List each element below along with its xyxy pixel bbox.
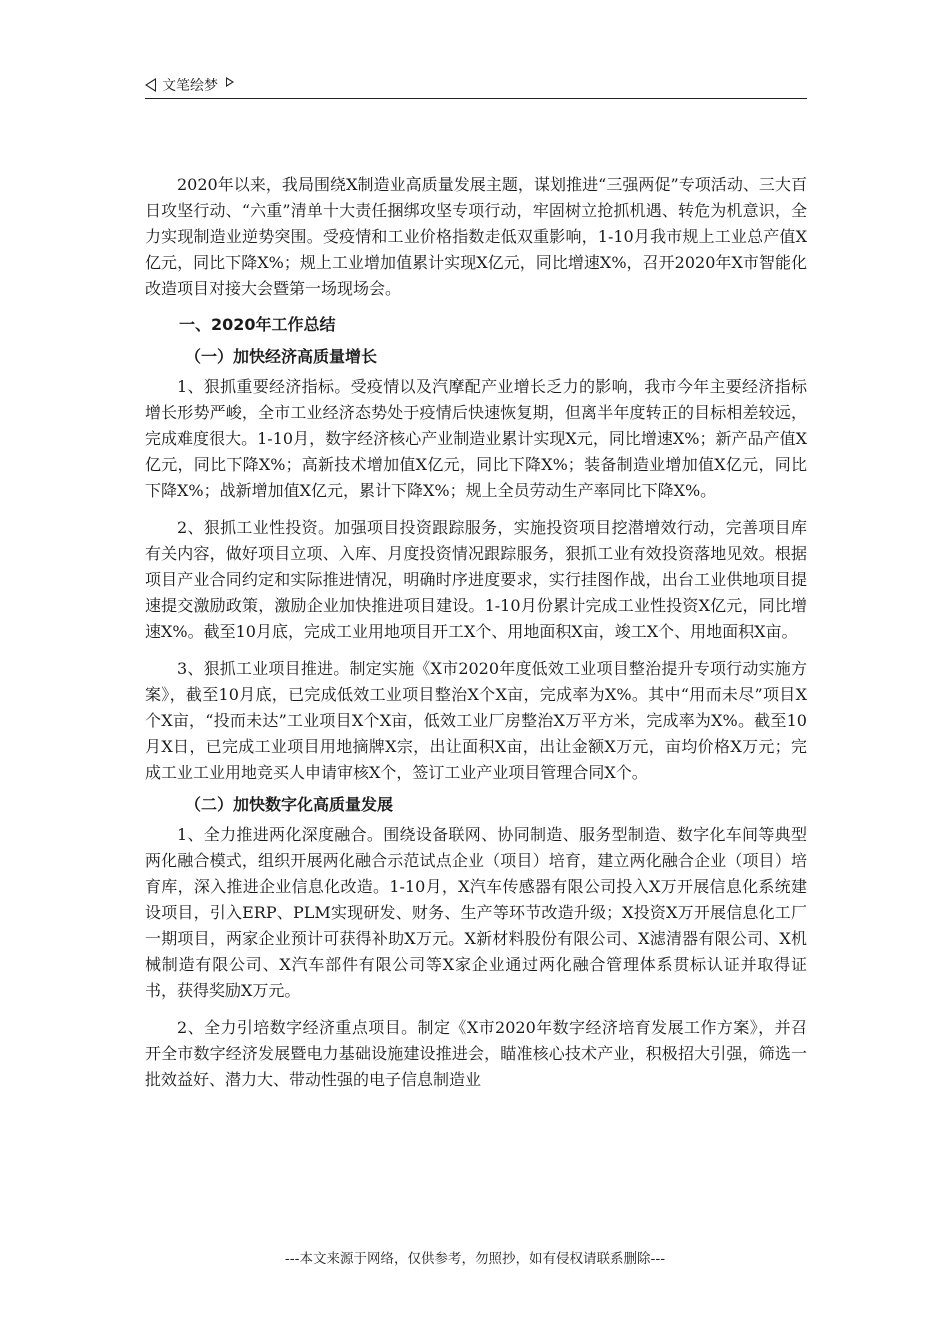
brand [145,74,234,96]
triangle-left-icon [145,78,156,92]
intro-paragraph: 2020年以来，我局围绕X制造业高质量发展主题，谋划推进“三强两促”专项活动、三大百日攻坚行动、“六重”清单十大责任捆绑攻坚专项行动，牢固树立抢抓机遇、转危为机意识，全力实现制造业逆势突围。受疫情和工业价格指数走低双重影响，1-10月我市规上工业总产值X亿元，同比下降X%；规上工业增加值累计实现X亿元，同比增速X%，召开2020年X市智能化改造项目对接大会暨第一场现场会。 [145,175,807,298]
paragraph-industrial-investment: 2、狠抓工业性投资。加强项目投资跟踪服务，实施投资项目挖潜增效行动，完善项目库有关内容，做好项目立项、入库、月度投资情况跟踪服务，狠抓工业有效投资落地见效。根据项目产业合同约定和实际推进情况，明确时序进度要求，实行挂图作战，出台工业供地项目提速提交激励政策，激励企业加快推进项目建设。1-10月份累计完成工业性投资X亿元，同比增速X%。截至10月底，完成工业用地项目开工X个、用地面积X亩，竣工X个、用地面积X亩。 [145,518,807,641]
document-body [145,172,807,1093]
paragraph-digital-economy: 2、全力引培数字经济重点项目。制定《X市2020年数字经济培育发展工作方案》，并召开全市数字经济发展暨电力基础设施建设推进会，瞄准核心技术产业，积极招大引强，筛选一批效益好、潜力大、带动性强的电子信息制造业 [145,1018,807,1089]
paragraph-industrial-projects: 3、狠抓工业项目推进。制定实施《X市2020年度低效工业项目整治提升专项行动实施方案》，截至10月底，已完成低效工业项目整治X个X亩，完成率为X%。其中“用而未尽”项目X个X亩，“投而未达”工业项目X个X亩，低效工业厂房整治X万平方米，完成率为X%。截至10月X日，已完成工业项目用地摘牌X宗，出让面积X亩，出让金额X万元，亩均价格X万元；完成工业工业用地竞买人申请审核X个，签订工业产业项目管理合同X个。 [145,659,807,782]
triangle-right-icon [226,77,234,87]
brand-name: 文笔绘梦 [162,78,218,94]
paragraph-integration: 1、全力推进两化深度融合。围绕设备联网、协同制造、服务型制造、数字化车间等典型两化融合模式，组织开展两化融合示范试点企业（项目）培育，建立两化融合企业（项目）培育库，深入推进企业信息化改造。1-10月，X汽车传感器有限公司投入X万开展信息化系统建设项目，引入ERP、PLM实现研发、财务、生产等环节改造升级；X投资X万开展信息化工厂一期项目，两家企业预计可获得补助X万元。X新材料股份有限公司、X滤清器有限公司、X机械制造有限公司、X汽车部件有限公司等X家企业通过两化融合管理体系贯标认证并取得证书，获得奖励X万元。 [145,825,807,1000]
page-header [145,74,807,99]
subsection-heading-1: （一）加快经济高质量增长 [185,347,378,366]
footer-disclaimer: ---本文来源于网络，仅供参考，勿照抄，如有侵权请联系删除--- [284,1251,666,1267]
paragraph-economic-indicators: 1、狠抓重要经济指标。受疫情以及汽摩配产业增长乏力的影响，我市今年主要经济指标增长形势严峻，全市工业经济态势处于疫情后快速恢复期，但离半年度转正的目标相差较远，完成难度很大。1-10月，数字经济核心产业制造业累计实现X元，同比增速X%；新产品产值X亿元，同比下降X%；高新技术增加值X亿元，同比下降X%；装备制造业增加值X亿元，同比下降X%；战新增加值X亿元，累计下降X%；规上全员劳动生产率同比下降X%。 [145,377,807,500]
section-heading: 一、2020年工作总结 [179,315,336,334]
subsection-heading-2: （二）加快数字化高质量发展 [185,795,394,814]
